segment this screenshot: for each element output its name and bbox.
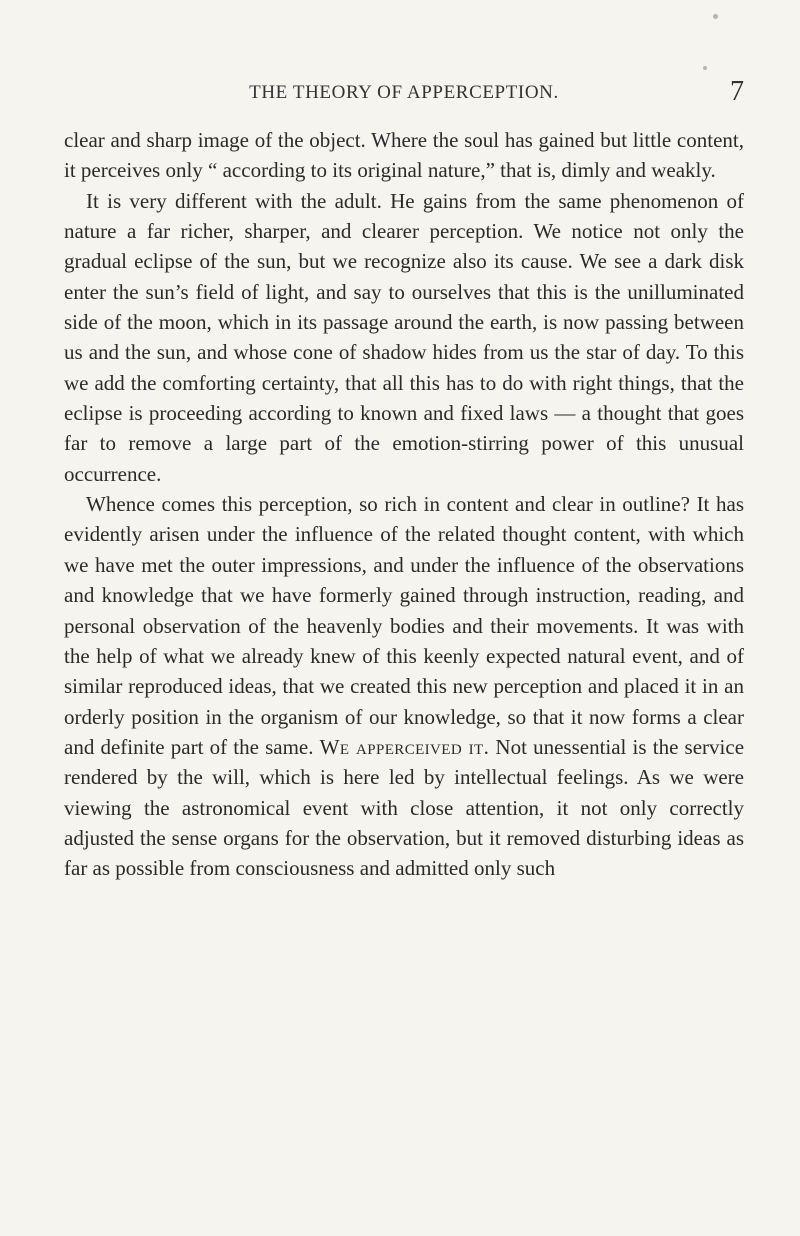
paragraph bbox=[64, 489, 744, 883]
paper-speck bbox=[703, 66, 707, 70]
small-caps-emphasis: We apperceived it. bbox=[319, 734, 490, 759]
paragraph-continued: clear and sharp image of the object. Where the soul has gained but little content, it perceives only “ according to its original nature,” that is, dimly and weakly. bbox=[64, 128, 744, 183]
page-number: 7 bbox=[730, 76, 744, 107]
body-text bbox=[64, 125, 744, 884]
paragraph-text: Not unessential is the service rendered by the will, which is here led by intellectual feelings. As we were viewing the astronomical event with close attention, it not only correctly adjusted the sense organs for the observation, but it removed disturbing ideas as far as possible from consciousness and admitted only such bbox=[64, 734, 745, 881]
running-head: THE THEORY OF APPERCEPTION. bbox=[249, 82, 559, 103]
paper-speck bbox=[713, 14, 718, 19]
page-header bbox=[64, 76, 744, 120]
paragraph: It is very different with the adult. He gains from the same phenomenon of nature a far richer, sharper, and clearer perception. We notice not only the gradual eclipse of the sun, but we recognize also its cause. We see a dark disk enter the sun’s field of light, and say to ourselves that this is the unilluminated side of the moon, which in its passage around the earth, is now passing between us and the sun, and whose cone of shadow hides from us the star of day. To this we add the comforting certainty, that all this has to do with right things, that the eclipse is proceeding according to known and fixed laws — a thought that goes far to remove a large part of the emotion-stirring power of this unusual occurrence. bbox=[64, 188, 744, 486]
paragraph-text: Whence comes this perception, so rich in content and clear in outline? It has evidently arisen under the influence of the related thought content, with which we have met the outer impressions, and under the influence of the observations and knowledge that we have formerly gained through instruction, reading, and personal observation of the heavenly bodies and their movements. It was with the help of what we already knew of this keenly expected natural event, and of similar reproduced ideas, that we created this new perception and placed it in an orderly position in the organism of our knowledge, so that it now forms a clear and definite part of the same. bbox=[64, 492, 744, 759]
